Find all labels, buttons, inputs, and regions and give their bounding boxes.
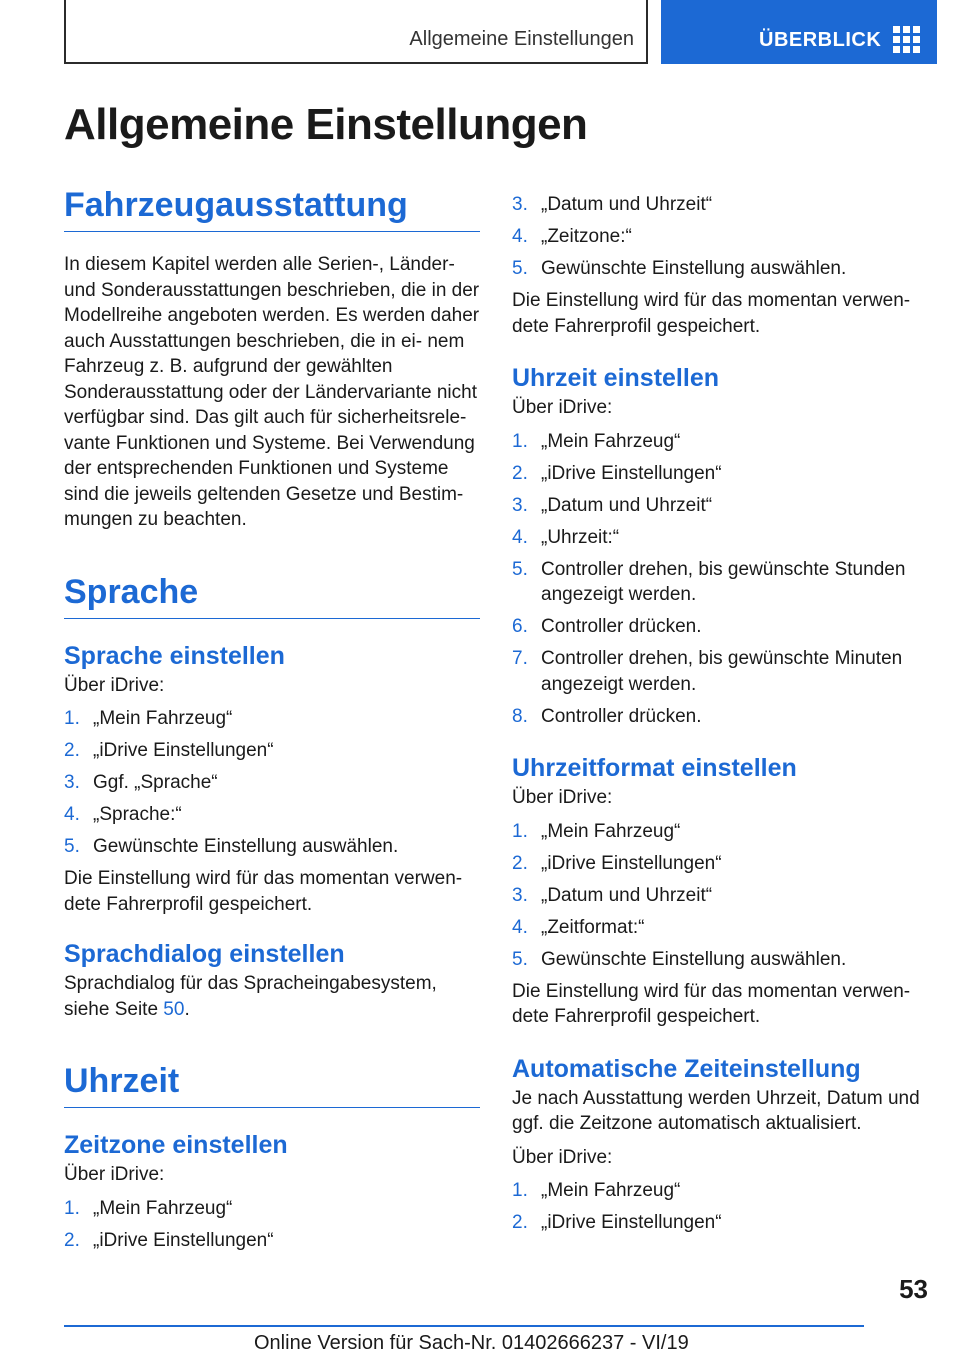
online-version-text: Online Version für Sach-Nr. 01402666237 - VI/19 xyxy=(254,1332,689,1354)
heading-uhrzeit: Uhrzeit xyxy=(64,1062,480,1108)
page-link-50[interactable]: 50 xyxy=(163,998,185,1020)
sprache-steps xyxy=(64,706,480,860)
list-item: 1. „Mein Fahrzeug“ xyxy=(512,1180,681,1201)
zeitzone-steps-right xyxy=(512,192,928,282)
list-item: 3. „Datum und Uhrzeit“ xyxy=(512,194,713,215)
heading-uhrzeitformat: Uhrzeitformat einstellen xyxy=(512,754,797,782)
list-item: 2. „iDrive Einstellungen“ xyxy=(64,740,274,761)
list-item: 4. „Zeitformat:“ xyxy=(512,916,645,938)
list-item: 3. Ggf. „Sprache“ xyxy=(64,772,218,793)
list-item: 1. „Mein Fahrzeug“ xyxy=(64,708,233,729)
page-number: 53 xyxy=(899,1274,928,1304)
overview-label: ÜBERBLICK xyxy=(759,29,882,51)
list-item: 4. „Uhrzeit:“ xyxy=(512,526,620,548)
uhrzeitformat-steps xyxy=(512,819,928,973)
list-item: 1. „Mein Fahrzeug“ xyxy=(512,820,681,842)
automatisch-intro: Über iDrive: xyxy=(512,1146,613,1168)
sprache-intro: Über iDrive: xyxy=(64,674,165,696)
header-section-box xyxy=(64,0,648,64)
heading-sprache: Sprache xyxy=(64,573,480,619)
heading-uhrzeit-einstellen: Uhrzeit einstellen xyxy=(512,364,719,392)
right-column xyxy=(512,192,928,1242)
overview-button[interactable] xyxy=(661,0,937,64)
list-item: 3. „Datum und Uhrzeit“ xyxy=(512,884,713,906)
list-item: 8. Controller drücken. xyxy=(512,705,702,727)
sprache-note: Die Einstellung wird für das momentan verwen- dete Fahrerprofil gespeichert. xyxy=(64,868,463,915)
heading-sprache-einstellen: Sprache einstellen xyxy=(64,641,285,670)
zeitzone-steps-left xyxy=(64,1196,480,1254)
heading-fahrzeugausstattung: Fahrzeugausstattung xyxy=(64,186,480,232)
list-item: 4. „Zeitzone:“ xyxy=(512,226,632,247)
list-item: 7. Controller drehen, bis gewünschte Minuten angezeigt werden. xyxy=(512,648,903,695)
list-item: 6. Controller drücken. xyxy=(512,616,702,637)
list-item: 2. „iDrive Einstellungen“ xyxy=(512,852,722,874)
list-item: 2. „iDrive Einstellungen“ xyxy=(512,1212,722,1233)
sprachdialog-text: Sprachdialog für das Spracheingabesystem, siehe Seite 50. xyxy=(64,973,437,1020)
zeitzone-note: Die Einstellung wird für das momentan verwen- dete Fahrerprofil gespeichert. xyxy=(512,290,911,337)
page-title: Allgemeine Einstellungen xyxy=(64,100,588,149)
zeitzone-intro: Über iDrive: xyxy=(64,1164,165,1185)
list-item: 2. „iDrive Einstellungen“ xyxy=(512,462,722,484)
automatisch-text: Je nach Ausstattung werden Uhrzeit, Datum und ggf. die Zeitzone automatisch aktualisiert. xyxy=(512,1087,920,1134)
list-item: 5. Gewünschte Einstellung auswählen. xyxy=(64,836,399,857)
footer-divider xyxy=(64,1325,864,1327)
uhrzeitformat-note: Die Einstellung wird für das momentan verwen- dete Fahrerprofil gespeichert. xyxy=(512,980,911,1027)
left-column xyxy=(64,186,480,1260)
header-section-title: Allgemeine Einstellungen xyxy=(409,28,634,50)
uhrzeit-steps xyxy=(512,429,928,730)
heading-automatische-zeiteinstellung: Automatische Zeiteinstellung xyxy=(512,1054,861,1083)
list-item: 4. „Sprache:“ xyxy=(64,804,182,825)
grid-icon xyxy=(893,26,920,53)
list-item: 5. Controller drehen, bis gewünschte Stunden angezeigt werden. xyxy=(512,558,906,605)
fahrzeugausstattung-text: In diesem Kapitel werden alle Serien-, Länder- und Sonderausstattungen beschrieben, die in der Modellreihe angeboten werden. Es werden daher auch Ausstattungen beschrieben, die in ei- nem Fahrzeug z. B. aufgrund der gewählten Sonderausstattung oder der Ländervariante nicht verfügbar sind. Das gilt auch für sicherheitsrele- vante Funktionen und Systeme. Bei Verwendung der entsprechenden Funktionen und Systeme sind die jeweils geltenden Gesetze und Bestim- mungen zu beachten. xyxy=(64,254,480,530)
list-item: 5. Gewünschte Einstellung auswählen. xyxy=(512,948,847,970)
list-item: 2. „iDrive Einstellungen“ xyxy=(64,1229,274,1251)
list-item: 1. „Mein Fahrzeug“ xyxy=(64,1197,233,1219)
list-item: 5. Gewünschte Einstellung auswählen. xyxy=(512,258,847,279)
heading-zeitzone: Zeitzone einstellen xyxy=(64,1131,288,1159)
heading-sprachdialog: Sprachdialog einstellen xyxy=(64,940,345,968)
uhrzeit-intro: Über iDrive: xyxy=(512,397,613,418)
list-item: 1. „Mein Fahrzeug“ xyxy=(512,430,681,452)
automatisch-steps xyxy=(512,1178,928,1236)
uhrzeitformat-intro: Über iDrive: xyxy=(512,787,613,808)
list-item: 3. „Datum und Uhrzeit“ xyxy=(512,494,713,516)
